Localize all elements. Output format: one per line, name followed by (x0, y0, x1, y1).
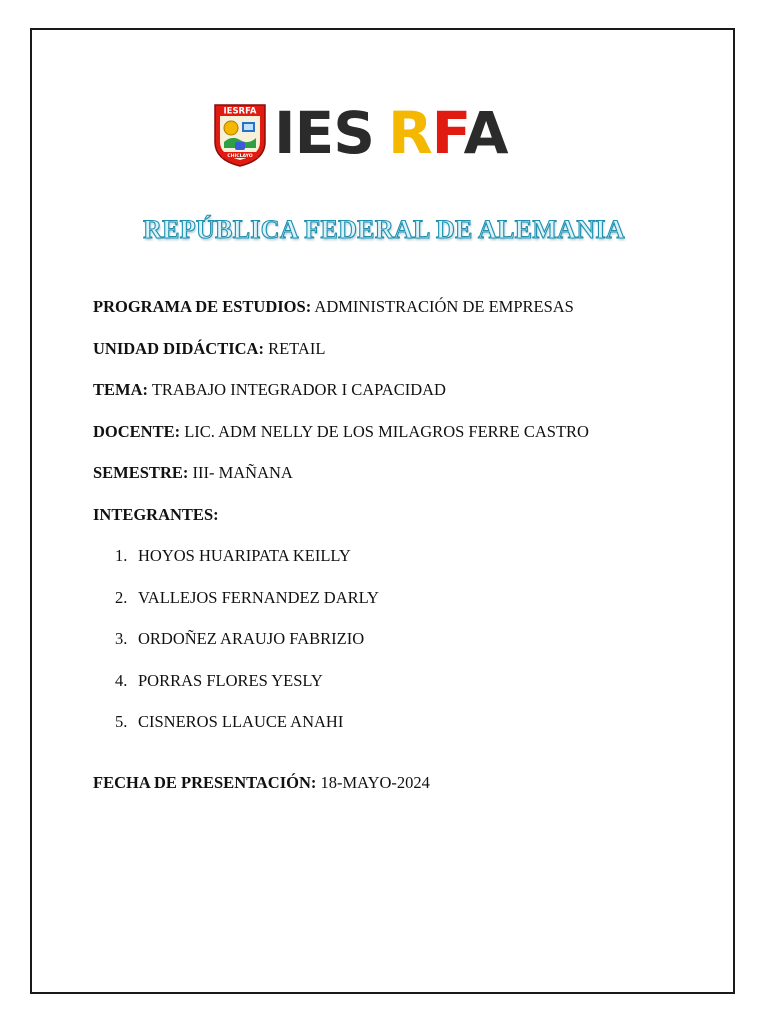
member-name: CISNEROS LLAUCE ANAHI (138, 712, 344, 731)
list-item (115, 670, 379, 712)
info-fields (93, 296, 589, 545)
date-label: FECHA DE PRESENTACIÓN: (93, 773, 317, 792)
field-value: TRABAJO INTEGRADOR I CAPACIDAD (151, 380, 446, 399)
institution-logo (212, 100, 522, 170)
brand-f: F (431, 99, 464, 167)
field-docente (93, 421, 589, 463)
field-value: LIC. ADM NELLY DE LOS MILAGROS FERRE CASTRO (184, 421, 589, 441)
shield-text: IESRFA (223, 106, 257, 117)
field-value: ADMINISTRACIÓN DE EMPRESAS (314, 297, 574, 316)
shield-emblem-icon (212, 102, 268, 168)
field-label: SEMESTRE: (93, 463, 189, 482)
member-name: ORDOÑEZ ARAUJO FABRIZIO (138, 629, 365, 648)
field-label: PROGRAMA DE ESTUDIOS: (93, 297, 312, 316)
field-label: UNIDAD DIDÁCTICA: (93, 338, 264, 358)
field-label: DOCENTE: (93, 421, 181, 441)
field-value: RETAIL (268, 338, 326, 358)
member-name: PORRAS FLORES YESLY (138, 670, 323, 690)
brand-a: A (463, 99, 508, 167)
list-number: 5. (115, 712, 128, 731)
field-programa (93, 296, 589, 338)
presentation-date (93, 772, 430, 794)
list-item (115, 545, 379, 587)
members-list (115, 545, 379, 753)
list-item (115, 711, 379, 753)
list-item (115, 587, 379, 629)
list-number: 2. (115, 587, 128, 607)
member-name: HOYOS HUARIPATA KEILLY (138, 546, 351, 565)
list-item (115, 628, 379, 670)
field-semestre (93, 462, 589, 504)
member-name: VALLEJOS FERNANDEZ DARLY (138, 587, 379, 607)
field-integrantes (93, 504, 589, 546)
field-tema (93, 379, 589, 421)
shield-caption: CHICLAYO (227, 154, 253, 160)
list-number: 4. (115, 670, 128, 690)
brand-wordmark (274, 100, 508, 166)
field-label: TEMA: (93, 380, 148, 399)
document-subtitle: REPÚBLICA FEDERAL DE ALEMANIA (143, 215, 625, 244)
brand-r: R (387, 99, 432, 167)
field-label: INTEGRANTES: (93, 504, 219, 524)
list-number: 1. (115, 546, 128, 565)
field-unidad (93, 338, 589, 380)
brand-ies: IES (274, 99, 374, 167)
list-number: 3. (115, 629, 128, 648)
field-value: III- MAÑANA (192, 463, 293, 482)
date-value: 18-MAYO-2024 (320, 773, 430, 792)
